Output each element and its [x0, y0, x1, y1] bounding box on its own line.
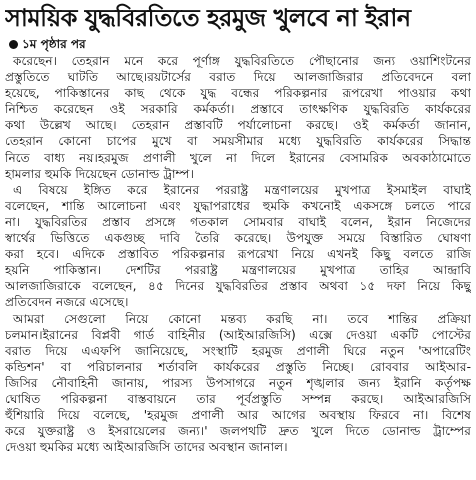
article-body: [5, 53, 471, 455]
body-line: জিসির নৌবাহিনী জানায়, পারস্য উপসাগরে নতুন শৃঙ্খলার জন্য ইরানি কর্তৃপক্ষ: [5, 375, 471, 390]
body-line: কথা উল্লেখ আছে। তেহরান প্রস্তাবটি পর্যালোচনা করছে। ওই কর্মকর্তা জানান,: [5, 118, 471, 133]
bullet-icon: [9, 40, 18, 49]
body-line: নিশ্চিত করেছেন ওই সরকারি কর্মকর্তা। প্রস্তাবে তাৎক্ষণিক যুদ্ধবিরতি কার্যকরের: [5, 102, 471, 117]
continued-from-label: [9, 36, 471, 52]
continued-text: ১ম পৃষ্ঠার পর: [22, 37, 86, 51]
body-line: আলজাজিরাকে বলেছেন, ৪৫ দিনের যুদ্ধবিরতির প্রস্তাব অথবা ১৫ দফা নিয়ে কিছু: [5, 279, 471, 294]
body-line: স্বার্থের ভিত্তিতে একগুচ্ছ দাবি তৈরি করেছে। উপযুক্ত সময়ে বিস্তারিত ঘোষণা: [5, 231, 471, 246]
body-line: হয়নি পাকিস্তান। দেশটির পররাষ্ট্র মন্ত্রণালয়ের মুখপাত্র তাহির আন্দ্রাবি: [5, 263, 471, 278]
body-line: না। যুদ্ধবিরতির প্রস্তাব প্রসঙ্গে গতকাল সোমবার বাঘাই বলেন, ইরান নিজেদের: [5, 214, 471, 229]
body-line: করা হবে। এদিকে প্রস্তাবিত পরিকল্পনার রূপরেখা নিয়ে এখনই কিছু বলতে রাজি: [5, 247, 471, 262]
body-line: করে যুক্তরাষ্ট্র ও ইসরায়েলের জন্য।' জলপথটি দ্রুত খুলে দিতে ডোনাল্ড ট্রাম্পের: [5, 424, 471, 439]
body-line: হয়েছে, পাকিস্তানের কাছ থেকে যুদ্ধ বন্ধের পরিকল্পনার রূপরেখা পাওয়ার কথা: [5, 86, 471, 101]
body-line: এ বিষয়ে ইঙ্গিত করে ইরানের পররাষ্ট্র মন্ত্রণালয়ের মুখপাত্র ইসমাইল বাঘাই: [13, 182, 471, 197]
body-line: আমরা সেগুলো নিয়ে কোনো মন্তব্য করছি না। তবে শান্তির প্রক্রিয়া: [13, 311, 471, 326]
body-line: বলেছেন, শান্তি আলোচনা এবং যুদ্ধাপরাধের হুমকি কখনোই একসঙ্গে চলতে পারে: [5, 198, 471, 213]
body-line: নিতে বাধ্য নয়।হরমুজ প্রণালী খুলে না দিলে ইরানের বেসামরিক অবকাঠামোতে: [5, 150, 471, 165]
body-line: তেহরান কোনো চাপের মুখে বা সময়সীমার মধ্যে যুদ্ধবিরতি কার্যকরের সিদ্ধান্ত: [5, 134, 471, 149]
body-line: হামলার হুমকি দিয়েছেন ডোনাল্ড ট্রাম্প।: [5, 166, 195, 181]
body-line: কন্ডিশন' বা পরিচালনার শর্তাবলি কার্যকরের প্রস্তুতি নিচ্ছে। রোববার আইআর-: [5, 359, 471, 374]
body-line: ঘোষিত পরিকল্পনা বাস্তবায়নে তার পূর্বপ্রস্তুতি সম্পন্ন করছে। আইআরজিসি: [5, 391, 471, 406]
body-line: করেছেন। তেহরান মনে করে পূর্ণাঙ্গ যুদ্ধবিরতিতে পৌছানোর জন্য ওয়াশিংটনের: [13, 54, 471, 68]
body-line: প্রস্তুতিতে ঘাটতি আছে।রয়টার্সের বরাত দিয়ে আলজাজিরার প্রতিবেদনে বলা: [5, 70, 471, 85]
body-line: দেওয়া হুমকির মধ্যে আইআরজিসি তাদের অবস্থান জানাল।: [5, 440, 288, 455]
article-headline: সাময়িক যুদ্ধবিরতিতে হরমুজ খুলবে না ইরান: [5, 4, 411, 32]
body-line: প্রতিবেদন নজরে এসেছে।: [5, 295, 129, 310]
body-line: হুঁশিয়ারি দিয়ে বলেছে, 'হরমুজ প্রণালী আর আগের অবস্থায় ফিরবে না। বিশেষ: [5, 408, 471, 423]
body-line: চলমান।ইরানের বিপ্লবী গার্ড বাহিনীর (আইআরজিসি) এক্সে দেওয়া একটি পোস্টের: [5, 327, 471, 342]
body-line: বরাত দিয়ে এএফপি জানিয়েছে, সংস্থাটি হরমুজ প্রণালী ঘিরে নতুন 'অপারেটিং: [5, 343, 471, 358]
